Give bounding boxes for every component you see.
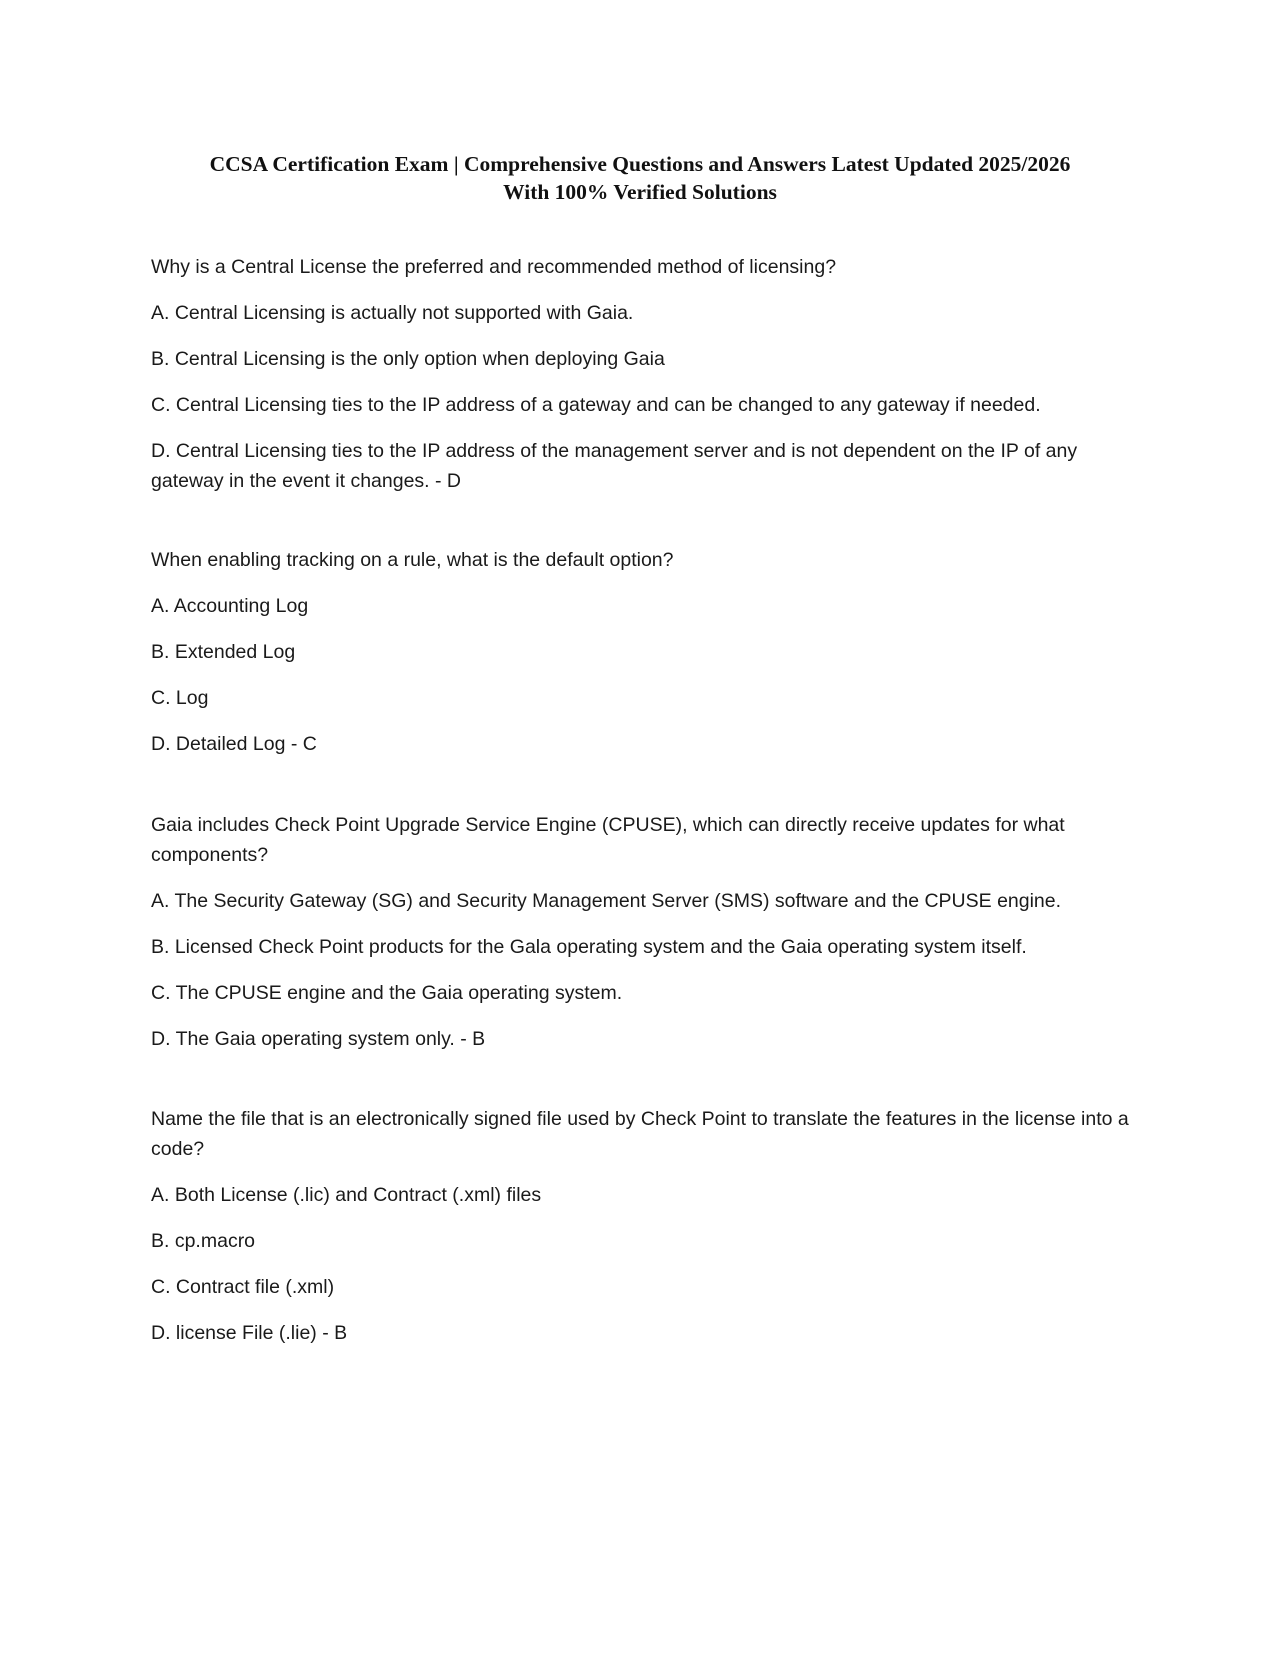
answer-option: B. Licensed Check Point products for the Gala operating system and the Gaia operating system itself. <box>151 936 1027 958</box>
title-line-2: With 100% Verified Solutions <box>503 180 777 204</box>
answer-option: B. Central Licensing is the only option when deploying Gaia <box>151 348 665 370</box>
answer-option: D. Detailed Log - C <box>151 733 317 755</box>
title-line-1: CCSA Certification Exam | Comprehensive Questions and Answers Latest Updated 2025/2026 <box>209 152 1071 176</box>
question-text: When enabling tracking on a rule, what is the default option? <box>151 549 674 571</box>
answer-option: C. Contract file (.xml) <box>151 1276 335 1298</box>
question-block-2 <box>151 545 1136 759</box>
question-block-4 <box>151 1104 1136 1348</box>
question-text: Why is a Central License the preferred and recommended method of licensing? <box>151 256 837 278</box>
question-block-3 <box>151 810 1136 1054</box>
answer-option: D. Central Licensing ties to the IP address of the management server and is not dependent on the IP of any gateway in the event it changes. - D <box>151 440 1078 492</box>
question-block-1 <box>151 252 1136 496</box>
answer-option: C. Log <box>151 687 209 709</box>
question-text: Gaia includes Check Point Upgrade Service Engine (CPUSE), which can directly receive updates for what components? <box>151 814 1065 866</box>
answer-option: C. Central Licensing ties to the IP address of a gateway and can be changed to any gateway if needed. <box>151 394 1041 416</box>
answer-option: A. Both License (.lic) and Contract (.xml) files <box>151 1184 542 1206</box>
question-text: Name the file that is an electronically signed file used by Check Point to translate the features in the license into a code? <box>151 1108 1129 1160</box>
answer-option: A. Accounting Log <box>151 595 309 617</box>
answer-option: C. The CPUSE engine and the Gaia operating system. <box>151 982 623 1004</box>
answer-option: D. The Gaia operating system only. - B <box>151 1028 486 1050</box>
answer-option: D. license File (.lie) - B <box>151 1322 348 1344</box>
document-title <box>150 150 1130 206</box>
answer-option: A. The Security Gateway (SG) and Security Management Server (SMS) software and the CPUSE engine. <box>151 890 1062 912</box>
answer-option: A. Central Licensing is actually not supported with Gaia. <box>151 302 634 324</box>
answer-option: B. cp.macro <box>151 1230 256 1252</box>
answer-option: B. Extended Log <box>151 641 296 663</box>
